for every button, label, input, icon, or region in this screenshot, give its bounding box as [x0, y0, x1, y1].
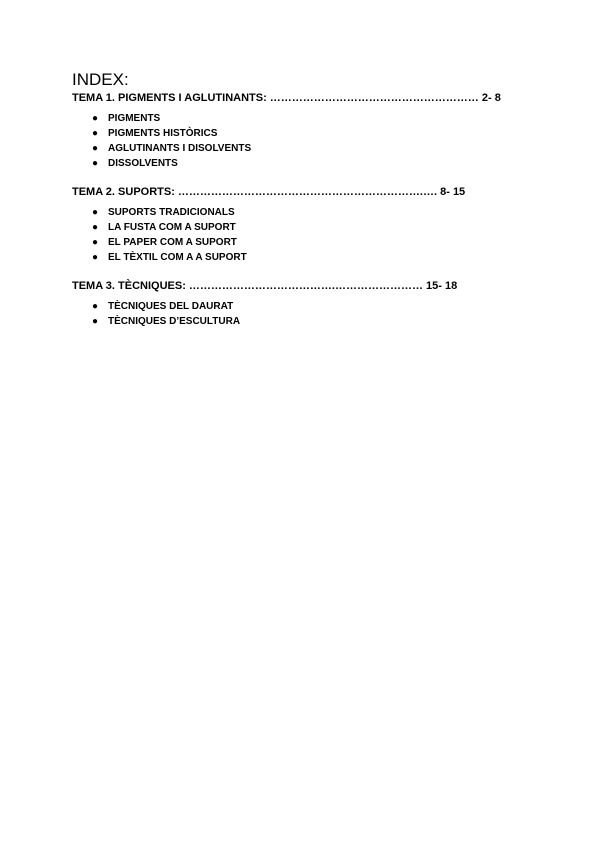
toc-item-label: PIGMENTS — [108, 113, 161, 124]
bullet-icon: ● — [92, 158, 99, 169]
toc-item — [72, 235, 524, 250]
bullet-icon: ● — [92, 237, 99, 248]
toc-item-label: EL TÈXTIL COM A A SUPORT — [108, 252, 247, 263]
toc-item — [72, 156, 524, 171]
toc-item-label: TÈCNIQUES D’ESCULTURA — [108, 316, 241, 327]
toc-item-label: PIGMENTS HISTÒRICS — [108, 128, 218, 139]
toc-heading-text: TEMA 3. TÈCNIQUES: ………………………………….…………………… 15- 18 — [72, 280, 458, 292]
toc-item — [72, 205, 524, 220]
toc-items-list — [72, 299, 524, 329]
toc-item — [72, 126, 524, 141]
toc-section-2 — [72, 185, 524, 265]
toc-heading-tema-3 — [72, 279, 524, 299]
bullet-icon: ● — [92, 252, 99, 263]
index-title: INDEX: — [72, 70, 129, 89]
toc-item-label: SUPORTS TRADICIONALS — [108, 207, 235, 218]
bullet-icon: ● — [92, 113, 99, 124]
bullet-icon: ● — [92, 128, 99, 139]
toc-item-label: AGLUTINANTS I DISOLVENTS — [108, 143, 252, 154]
toc-heading-text: TEMA 1. PIGMENTS I AGLUTINANTS: ………………………………………………… 2- 8 — [72, 92, 501, 104]
bullet-icon: ● — [92, 316, 99, 327]
toc-item-label: DISSOLVENTS — [108, 158, 178, 169]
toc-items-list — [72, 205, 524, 265]
toc-heading-tema-1 — [72, 91, 524, 111]
bullet-icon: ● — [92, 207, 99, 218]
toc-heading-tema-2 — [72, 185, 524, 205]
toc-item-label: TÈCNIQUES DEL DAURAT — [108, 301, 234, 312]
bullet-icon: ● — [92, 222, 99, 233]
toc-item — [72, 220, 524, 235]
bullet-icon: ● — [92, 301, 99, 312]
toc-item — [72, 314, 524, 329]
toc-heading-text: TEMA 2. SUPORTS: ………………………………………………………….…. 8- 15 — [72, 186, 466, 198]
bullet-icon: ● — [92, 143, 99, 154]
toc-item — [72, 111, 524, 126]
toc-item — [72, 250, 524, 265]
document-page — [72, 70, 524, 343]
toc-item — [72, 141, 524, 156]
toc-section-3 — [72, 279, 524, 329]
toc-items-list — [72, 111, 524, 171]
toc-item-label: EL PAPER COM A SUPORT — [108, 237, 237, 248]
toc-item-label: LA FUSTA COM A SUPORT — [108, 222, 236, 233]
toc-item — [72, 299, 524, 314]
toc-section-1 — [72, 91, 524, 171]
